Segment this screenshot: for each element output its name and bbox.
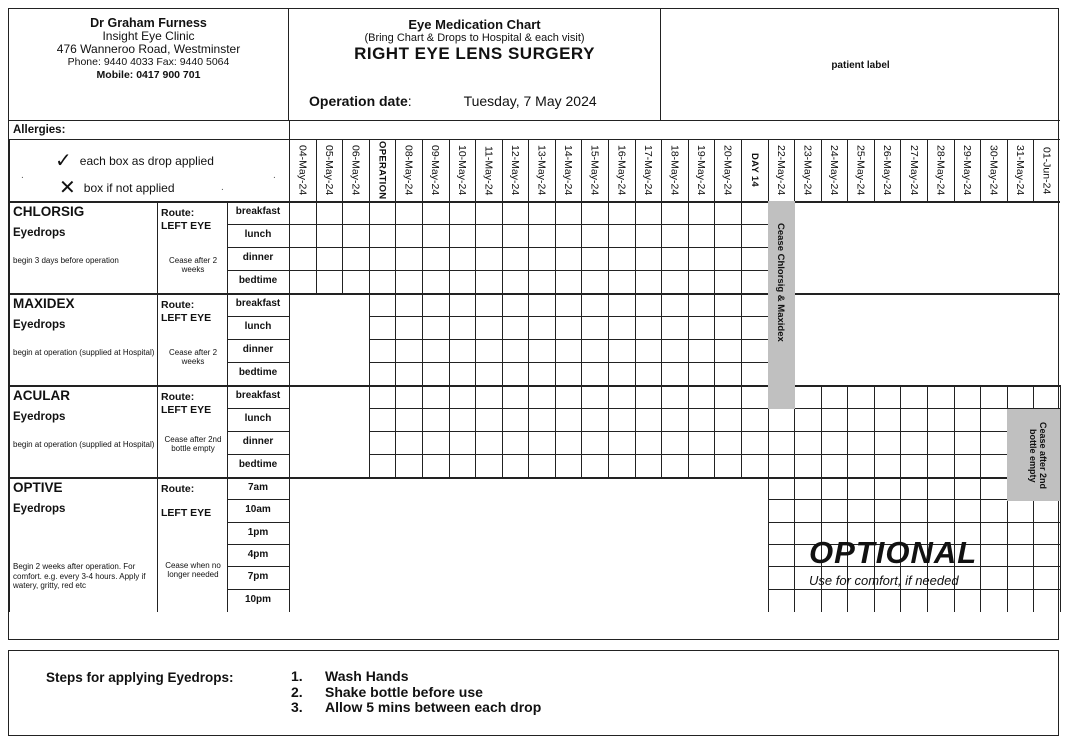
dose-time: lunch: [244, 229, 272, 240]
grid-line: [714, 140, 715, 201]
grid-line: [289, 247, 768, 248]
cease-instruction: Cease when no longer needed: [165, 561, 221, 579]
grid-line: [502, 140, 503, 201]
grid-line: [227, 247, 289, 248]
dose-time: breakfast: [235, 390, 281, 401]
date-label: 18-May-24: [668, 145, 681, 196]
date-header: [1007, 140, 1034, 201]
grid-line: [316, 140, 317, 201]
date-header: [528, 140, 555, 201]
date-header: [581, 140, 608, 201]
grid-line: [369, 339, 768, 340]
date-label: 20-May-24: [721, 145, 734, 196]
grid-line: [227, 544, 289, 545]
date-header: [954, 140, 981, 201]
grid-line: [900, 140, 901, 201]
medication-note: begin at operation (supplied at Hospital): [13, 348, 155, 357]
route-label: Route:: [161, 391, 195, 403]
grid-line: [847, 140, 848, 201]
dose-time: 10am: [245, 504, 271, 515]
date-header: [847, 140, 874, 201]
grid-line: [227, 362, 289, 363]
medication-name: OPTIVE: [13, 480, 63, 495]
row-divider: [9, 201, 1060, 203]
dose-time: bedtime: [238, 275, 278, 286]
grid-line: [227, 270, 289, 271]
cease-chlorsig-maxidex-text: Cease Chlorsig & Maxidex: [775, 223, 786, 342]
doctor-name: Dr Graham Furness: [90, 16, 207, 30]
route-label: Route:: [161, 299, 195, 311]
date-label: 24-May-24: [828, 145, 841, 196]
chart-header: [9, 9, 1060, 121]
grid-line: [794, 140, 795, 201]
clinic-name: Insight Eye Clinic: [102, 29, 195, 43]
grid-line: [528, 140, 529, 201]
dose-time: 10pm: [244, 594, 272, 605]
doctor-details: [9, 9, 289, 121]
grid-line: [874, 140, 875, 201]
date-header: [289, 140, 316, 201]
grid-line: [422, 140, 423, 201]
steps-label: Steps for applying Eyedrops:: [46, 670, 234, 685]
optional-subtitle: Use for comfort, if needed: [809, 573, 959, 588]
date-label: 27-May-24: [907, 145, 920, 196]
date-header: [502, 140, 529, 201]
cease-instruction: Cease after 2nd bottle empty: [164, 435, 222, 453]
patient-label: patient label: [831, 59, 890, 71]
date-header: [794, 140, 821, 201]
date-label: 22-May-24: [774, 145, 787, 196]
date-label: 23-May-24: [801, 145, 814, 196]
medication-note: Begin 2 weeks after operation. For comfort. e.g. every 3-4 hours. Apply if watery, gritty, red etc: [13, 562, 146, 590]
dose-time: dinner: [242, 436, 274, 447]
date-label: 05-May-24: [322, 145, 335, 196]
date-label: 11-May-24: [482, 145, 495, 196]
grid-line: [768, 589, 1060, 590]
operation-date: [309, 93, 597, 109]
grid-line: [369, 408, 1060, 409]
date-header: [316, 140, 343, 201]
legend-dot: .: [221, 182, 224, 193]
medication-name: CHLORSIG: [13, 204, 85, 219]
date-label: 31-May-24: [1014, 145, 1027, 196]
cease-acular-text: Cease after 2nd bottle empty: [1028, 422, 1048, 490]
checkmark-icon: ✓: [55, 150, 72, 172]
grid-line: [581, 140, 582, 201]
clinic-address: 476 Wanneroo Road, Westminster: [56, 42, 241, 56]
section-divider: [9, 477, 1060, 479]
date-header: [608, 140, 635, 201]
dose-time: 7am: [247, 482, 268, 493]
date-label: 09-May-24: [429, 145, 442, 196]
date-label: 14-May-24: [562, 145, 575, 196]
steps-list: [291, 669, 541, 716]
dose-time: lunch: [244, 413, 272, 424]
dose-time: 4pm: [247, 549, 269, 560]
dose-time: dinner: [242, 252, 274, 263]
grid-line: [227, 589, 289, 590]
chart-title-block: [289, 9, 661, 121]
date-label: 28-May-24: [934, 145, 947, 196]
date-label: 15-May-24: [588, 145, 601, 196]
legend-dot: .: [21, 170, 24, 181]
section-divider: [9, 293, 1060, 295]
route-label: Route:: [161, 207, 195, 219]
date-header: [1033, 140, 1060, 201]
border-line: [9, 140, 10, 612]
grid-line: [227, 339, 289, 340]
grid-line: [227, 316, 289, 317]
column-divider: [289, 121, 290, 612]
grid-line: [289, 224, 768, 225]
grid-line: [768, 522, 1060, 523]
grid-line: [369, 140, 370, 201]
operation-date-colon: :: [407, 93, 412, 109]
date-header: [395, 140, 422, 201]
grid-line: [661, 140, 662, 201]
date-header: [768, 140, 795, 201]
grid-line: [741, 140, 742, 201]
medication-chart: [8, 8, 1059, 640]
steps-box: [8, 650, 1059, 736]
dose-time: dinner: [242, 344, 274, 355]
allergies-row: Allergies:: [9, 121, 1060, 140]
medication-type: Eyedrops: [13, 503, 66, 515]
date-header: [927, 140, 954, 201]
date-label: 25-May-24: [854, 145, 867, 196]
grid-line: [227, 431, 289, 432]
date-header: [821, 140, 848, 201]
grid-line: [688, 140, 689, 201]
medication-note: begin 3 days before operation: [13, 256, 119, 265]
dose-time: breakfast: [235, 298, 281, 309]
grid-line: [768, 140, 769, 201]
grid-line: [555, 140, 556, 201]
grid-line: [227, 454, 289, 455]
grid-line: [927, 140, 928, 201]
clinic-mobile: Mobile: 0417 900 701: [96, 69, 201, 81]
medication-type: Eyedrops: [13, 227, 66, 239]
date-header: [741, 140, 768, 201]
dose-time: bedtime: [238, 459, 278, 470]
date-header: [342, 140, 369, 201]
legend: [9, 140, 289, 201]
date-label: 01-Jun-24: [1040, 146, 1053, 195]
route-value: LEFT EYE: [161, 312, 212, 324]
route-value: LEFT EYE: [161, 507, 212, 519]
grid-line: [1060, 385, 1061, 477]
date-label: 06-May-24: [349, 145, 362, 196]
optional-title: OPTIONAL: [809, 535, 978, 570]
grid-line: [369, 431, 1060, 432]
dose-time: lunch: [244, 321, 272, 332]
legend-check-row: [55, 148, 214, 173]
step-item: 3. Allow 5 mins between each drop: [291, 699, 542, 715]
dose-time: bedtime: [238, 367, 278, 378]
date-header: [449, 140, 476, 201]
grid-line: [395, 140, 396, 201]
grid-line: [369, 454, 1060, 455]
date-label: 10-May-24: [455, 145, 468, 196]
date-header: [661, 140, 688, 201]
medication-type: Eyedrops: [13, 319, 66, 331]
surgery-title: RIGHT EYE LENS SURGERY: [354, 44, 595, 63]
date-label: 16-May-24: [615, 145, 628, 196]
legend-dot: .: [273, 170, 276, 181]
route-value: LEFT EYE: [161, 404, 212, 416]
grid-line: [342, 140, 343, 201]
step-item: 2. Shake bottle before use: [291, 683, 483, 700]
date-label: DAY 14: [748, 153, 760, 188]
grid-line: [821, 140, 822, 201]
grid-line: [369, 362, 768, 363]
date-label: 30-May-24: [987, 145, 1000, 196]
date-header: [422, 140, 449, 201]
date-header: [900, 140, 927, 201]
date-header: [369, 140, 396, 201]
cross-icon: ✕: [59, 177, 76, 199]
date-label: 12-May-24: [508, 145, 521, 196]
legend-cross-text: box if not applied: [83, 180, 175, 195]
date-label: 08-May-24: [402, 145, 415, 196]
date-label: 26-May-24: [881, 145, 894, 196]
medication-name: MAXIDEX: [13, 296, 75, 311]
grid-line: [227, 499, 289, 500]
grid-line: [227, 224, 289, 225]
cease-instruction: Cease after 2 weeks: [168, 348, 218, 366]
date-header: [874, 140, 901, 201]
date-header: [635, 140, 662, 201]
medication-type: Eyedrops: [13, 411, 66, 423]
date-label: OPERATION: [376, 141, 388, 200]
legend-check-text: each box as drop applied: [79, 153, 214, 168]
cease-instruction: Cease after 2 weeks: [168, 256, 218, 274]
section-divider: [9, 385, 1060, 387]
grid-line: [635, 140, 636, 201]
date-label: 29-May-24: [960, 145, 973, 196]
date-label: 19-May-24: [695, 145, 708, 196]
dose-time: 7pm: [247, 571, 269, 582]
grid-line: [369, 316, 768, 317]
legend-cross-row: [59, 175, 175, 200]
grid-line: [980, 140, 981, 201]
grid-line: [1033, 140, 1034, 201]
operation-date-label: Operation date: [309, 93, 408, 109]
grid-line: [227, 522, 289, 523]
route-label: Route:: [161, 483, 195, 495]
grid-line: [1060, 477, 1061, 612]
clinic-phone: Phone: 9440 4033 Fax: 9440 5064: [67, 56, 230, 68]
route-value: LEFT EYE: [161, 220, 212, 232]
step-item: 1. Wash Hands: [291, 668, 409, 684]
grid-line: [227, 566, 289, 567]
grid-line: [1007, 140, 1008, 201]
chart-subtitle: (Bring Chart & Drops to Hospital & each visit): [364, 32, 585, 44]
date-label: 17-May-24: [641, 145, 654, 196]
date-header: [688, 140, 715, 201]
date-header: [555, 140, 582, 201]
date-header: [475, 140, 502, 201]
operation-date-value: Tuesday, 7 May 2024: [463, 93, 597, 109]
grid-line: [475, 140, 476, 201]
dose-time: breakfast: [235, 206, 281, 217]
date-label: 04-May-24: [296, 145, 309, 196]
grid-line: [954, 140, 955, 201]
grid-line: [449, 140, 450, 201]
date-label: 13-May-24: [535, 145, 548, 196]
grid-line: [608, 140, 609, 201]
date-header: [714, 140, 741, 201]
dose-time: 1pm: [247, 527, 269, 538]
medication-name: ACULAR: [13, 388, 70, 403]
medication-note: begin at operation (supplied at Hospital): [13, 440, 155, 449]
grid-line: [227, 408, 289, 409]
chart-title: Eye Medication Chart: [408, 17, 541, 32]
grid-line: [289, 270, 768, 271]
date-header: [980, 140, 1007, 201]
